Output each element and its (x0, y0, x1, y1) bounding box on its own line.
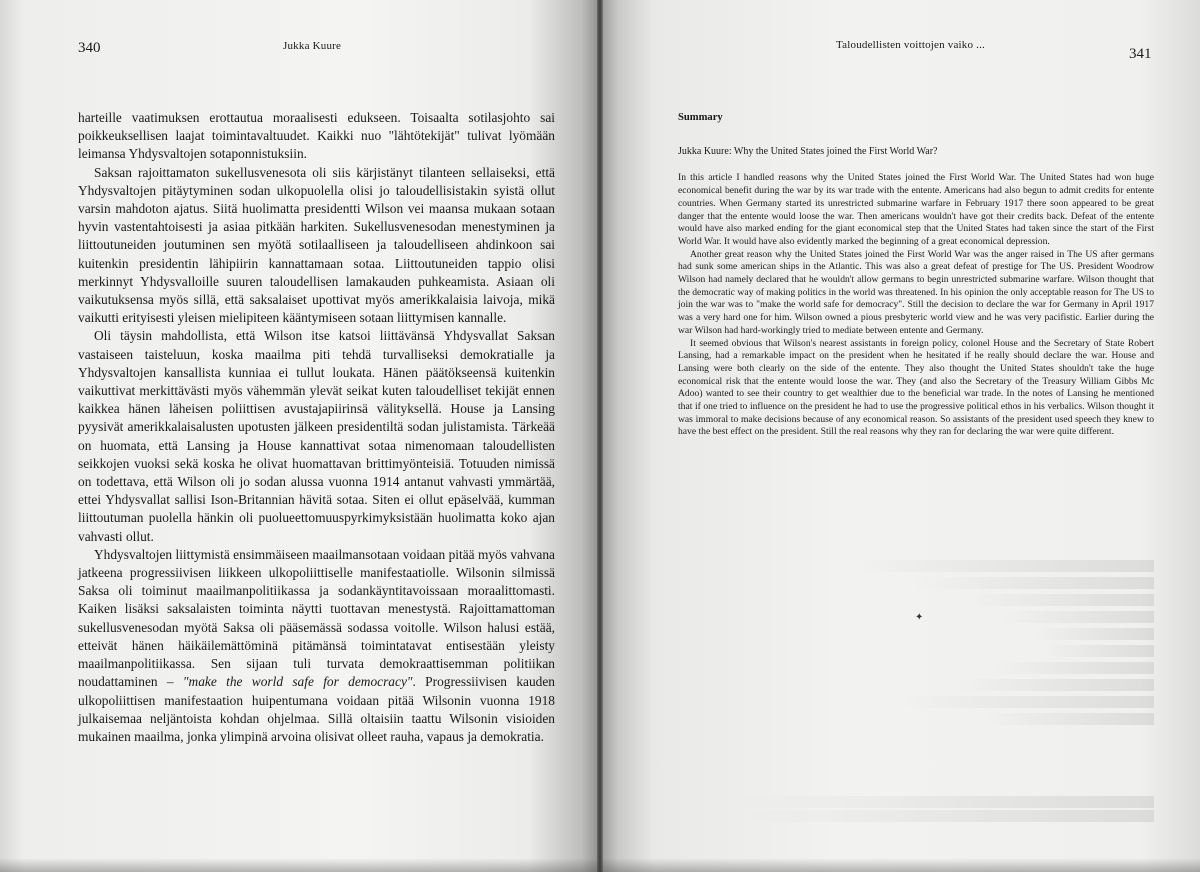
summary-paragraph: It seemed obvious that Wilson's nearest assistants in foreign policy, colonel House and the Secretary of State Robert Lansing, had a remarkable impact on the president when he hesitated if he really should declare the war. House and Lansing were both clearly on the side of the entente. They also thought the United States shouldn't take the huge economical risk that the entente would loose the war. They (and also the Secretary of the Treasury William Gibbs Mc Adoo) wanted to see their country to get wealthier due to the beneficial war trade. In the notes of Lansing he mentioned that if one tried to influence on the president he had to use the progressive political ethos in his verbalics. Wilson thought it was immoral to make decisions because of any economical reason. So assistants of the president used speech they knew to have the best effect on the president. Still the real reasons why they ran for declaring the war were quite different. (678, 337, 1154, 438)
book-gutter (597, 0, 603, 872)
left-paragraph-text: . Progressiivisen kauden ulkopoliittisen manifestaation huipentumana voidaan pitää Wilsonin vuonna 1918 julkaisemaa neljäntoista kohdan ohjelmaa. Sillä oltaisiin taattu Wilsonin visioiden mukainen maailma, jonka ylimpinä arvoina olisivat olleet rauha, vapaus ja demokratia. (78, 674, 555, 744)
paper-speck: ✦ (915, 612, 924, 623)
left-body-text (78, 109, 555, 746)
left-page-number: 340 (78, 40, 101, 56)
left-paragraph-text: Yhdysvaltojen liittymistä ensimmäiseen maailmansotaan voidaan pitää myös vahvana jatkeena progressiivisen liikkeen ulkopoliittiselle manifestaatiolle. Wilsonin silmissä Saksa oli toiminut maailmanpolitiikassa ja sodankäyntitavoissaan moraalittomasti. Kaiken lisäksi saksalaisten toiminta näytti tuottavan menestystä. Rajoittamattoman sukellusvenesodan myötä Saksa oli pääsemässä sodassa voitolle. Wilson halusi estää, etteivät hänen häikäilemättöminä pitämänsä toimintatavat entisestään yleisty maailmanpolitiikassa. Sen sijaan tuli turvata demokraattisemman politiikan noudattaminen – (78, 546, 555, 690)
left-paragraph: Saksan rajoittamaton sukellusvenesota oli siis kärjistänyt tilanteen sellaiseksi, että Yhdysvaltojen pitäytyminen sodan ulkopuolella olisi jo taloudellisistakin syistä ollut varsin mahdoton ajatus. Siitä huolimatta presidentti Wilson vei maansa mukaan sotaan hyvin vastentahtoisesti ja asiaa pitkään harkiten. Sukellusvenesodan menestyminen ja liittoutuneiden joutuminen sen myötä sotilaalliseen ja taloudelliseen ahdinkoon sai kuitenkin presidentin lähipiirin kannattamaan sotaa. Liittoutuneiden tappio olisi merkinnyt Yhdysvalloille suuren taloudellisen lamakauden puhkeamista. Asiaan oli vaikutuksensa myös sillä, että saksalaiset upottivat myös amerikkalaisia laivoja, mikä vaikutti erityisesti yleisen mielipiteen kääntymiseen sotaan liittymisen kannalle. (78, 164, 555, 326)
summary-heading: Summary (678, 112, 723, 123)
left-paragraph (78, 546, 555, 746)
page-bottom-shadow (0, 858, 1200, 872)
summary-paragraph: Another great reason why the United States joined the First World War was the anger raised in The US after germans had sunk some american ships in the Atlantic. This was also a great defeat of prestige for The US. President Woodrow Wilson had namely declared that he wouldn't allow germans to begin unrestricted submarine warfare. Wilson thought that the democratic way of making politics in the world was threatened. In his opinion the only acceptable reason for The US to join the war was to "make the world safe for democracy". Still the decision to declare the war for Germany in April 1917 was a very hard one for him. Wilson owned a pious presbyteric world view and he was very pacifistic. Earlier during the war Wilson had hard-workingly tried to mediate between entente and Germany. (678, 248, 1154, 336)
italic-quote: "make the world safe for democracy" (182, 674, 413, 690)
left-paragraph: Oli täysin mahdollista, että Wilson itse katsoi liittävänsä Yhdysvallat Saksan vastaiseen taisteluun, koska maailma piti tehdä turvalliseksi demokratialle ja Yhdysvaltojen kansallista kunniaa ei tullut loukata. Hänen päätökseensä kuitenkin vaikuttivat merkittävästi myös vähemmän ylevät seikat kuten taloudelliset tekijät ennen kaikkea hänen läheisen poliittisen avustajapiirinsä välityksellä. House ja Lansing pyysivät amerikkalaisalusten upotusten jälkeen presidentiltä sodan julistamista. Tärkeää on huomata, että Lansing ja House kannattivat sotaa nimenomaan taloudellisten seikkojen vuoksi sekä koska he olivat huomattavan brittimyönteisiä. Totuuden nimissä on todettava, että Wilson oli jo sodan alussa vuonna 1914 antanut vahvasti ymmärtää, ettei Yhdysvallat sallisi Ison-Britannian hävitä sotaa. Siten ei ollut epäselvää, kumman liittoutuman puolella hänkin oli puolueettomuuspyrkimyksistään huolimatta koko ajan vahvasti ollut. (78, 328, 555, 544)
right-page-number: 341 (1129, 46, 1152, 62)
summary-paragraph: In this article I handled reasons why the United States joined the First World War. The United States had won huge economical benefit during the war by its war trade with the entente. Americans had also begun to admit credits for entente countries. When Germany started its unrestricted submarine warfare in February 1917 there soon appeared to be great danger that the entente would loose the war. Then americans wouldn't have got their credits back. Defeat of the entente would have also marked ending for the giant economical step that the United States had taken since the start of the First World War. It would have also evidently marked the beginning of a great economical depression. (678, 172, 1154, 247)
summary-section (678, 112, 1154, 439)
left-running-head: Jukka Kuure (283, 40, 342, 52)
left-paragraph: harteille vaatimuksen erottautua moraalisesti edukseen. Toisaalta sotilasjohto sai poikkeuksellisen laajat toimintavaltuudet. Kaikki nuo "lähtötekijät" tulivat lyömään leimansa Yhdysvaltojen sotaponnistuksiin. (78, 110, 555, 162)
right-running-head: Taloudellisten voittojen vaiko ... (836, 39, 986, 51)
summary-subtitle: Jukka Kuure: Why the United States joined the First World War? (678, 145, 938, 157)
